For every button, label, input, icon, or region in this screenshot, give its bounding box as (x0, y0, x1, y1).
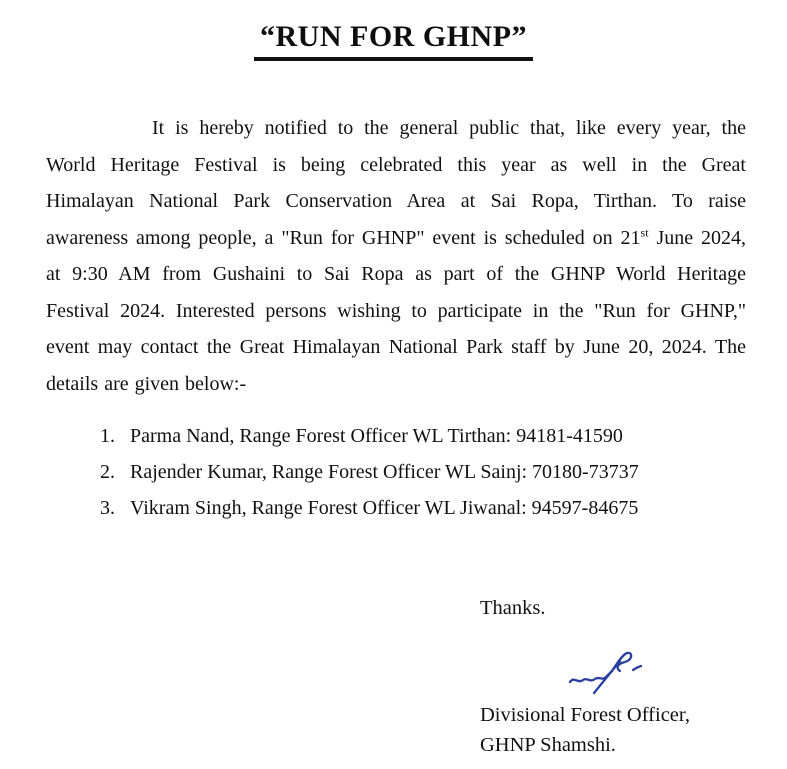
contact-row (100, 454, 639, 490)
contact-list (100, 418, 639, 526)
contact-number: 1. (100, 425, 115, 447)
contact-row (100, 418, 639, 454)
paragraph-line: event may contact the Great Himalayan National Park staff by June 20, 2024. The (46, 336, 746, 358)
contact-number: 2. (100, 461, 115, 483)
contact-number: 3. (100, 497, 115, 519)
paragraph-line: Himalayan National Park Conservation Area at Sai Ropa, Tirthan. To raise (46, 190, 746, 212)
contact-row (100, 490, 639, 526)
paragraph-line: World Heritage Festival is being celebrated this year as well in the Great (46, 153, 746, 176)
paragraph-line: awareness among people, a "Run for GHNP" event is scheduled on 21st June 2024, (46, 224, 746, 249)
contact-text: Parma Nand, Range Forest Officer WL Tirthan: 94181-41590 (130, 425, 623, 447)
signature-ink-icon (552, 646, 662, 698)
signature-block (480, 594, 690, 760)
notice-body-paragraph (46, 110, 746, 402)
paragraph-line: It is hereby notified to the general public that, like every year, the (152, 117, 746, 139)
paragraph-line: details are given below:- (46, 372, 247, 395)
contact-text: Rajender Kumar, Range Forest Officer WL Sainj: 70180-73737 (130, 461, 639, 483)
paragraph-line: Festival 2024. Interested persons wishing to participate in the "Run for GHNP," (46, 299, 746, 322)
contact-text: Vikram Singh, Range Forest Officer WL Jiwanal: 94597-84675 (130, 497, 639, 519)
paragraph-line: at 9:30 AM from Gushaini to Sai Ropa as part of the GHNP World Heritage (46, 263, 746, 285)
page-title: “RUN FOR GHNP” (254, 20, 533, 61)
signatory-office: GHNP Shamshi. (480, 734, 616, 756)
signatory-designation: Divisional Forest Officer, (480, 704, 691, 726)
thanks-text: Thanks. (480, 597, 546, 619)
title-section (0, 0, 787, 61)
handwritten-signature-icon (552, 646, 662, 698)
